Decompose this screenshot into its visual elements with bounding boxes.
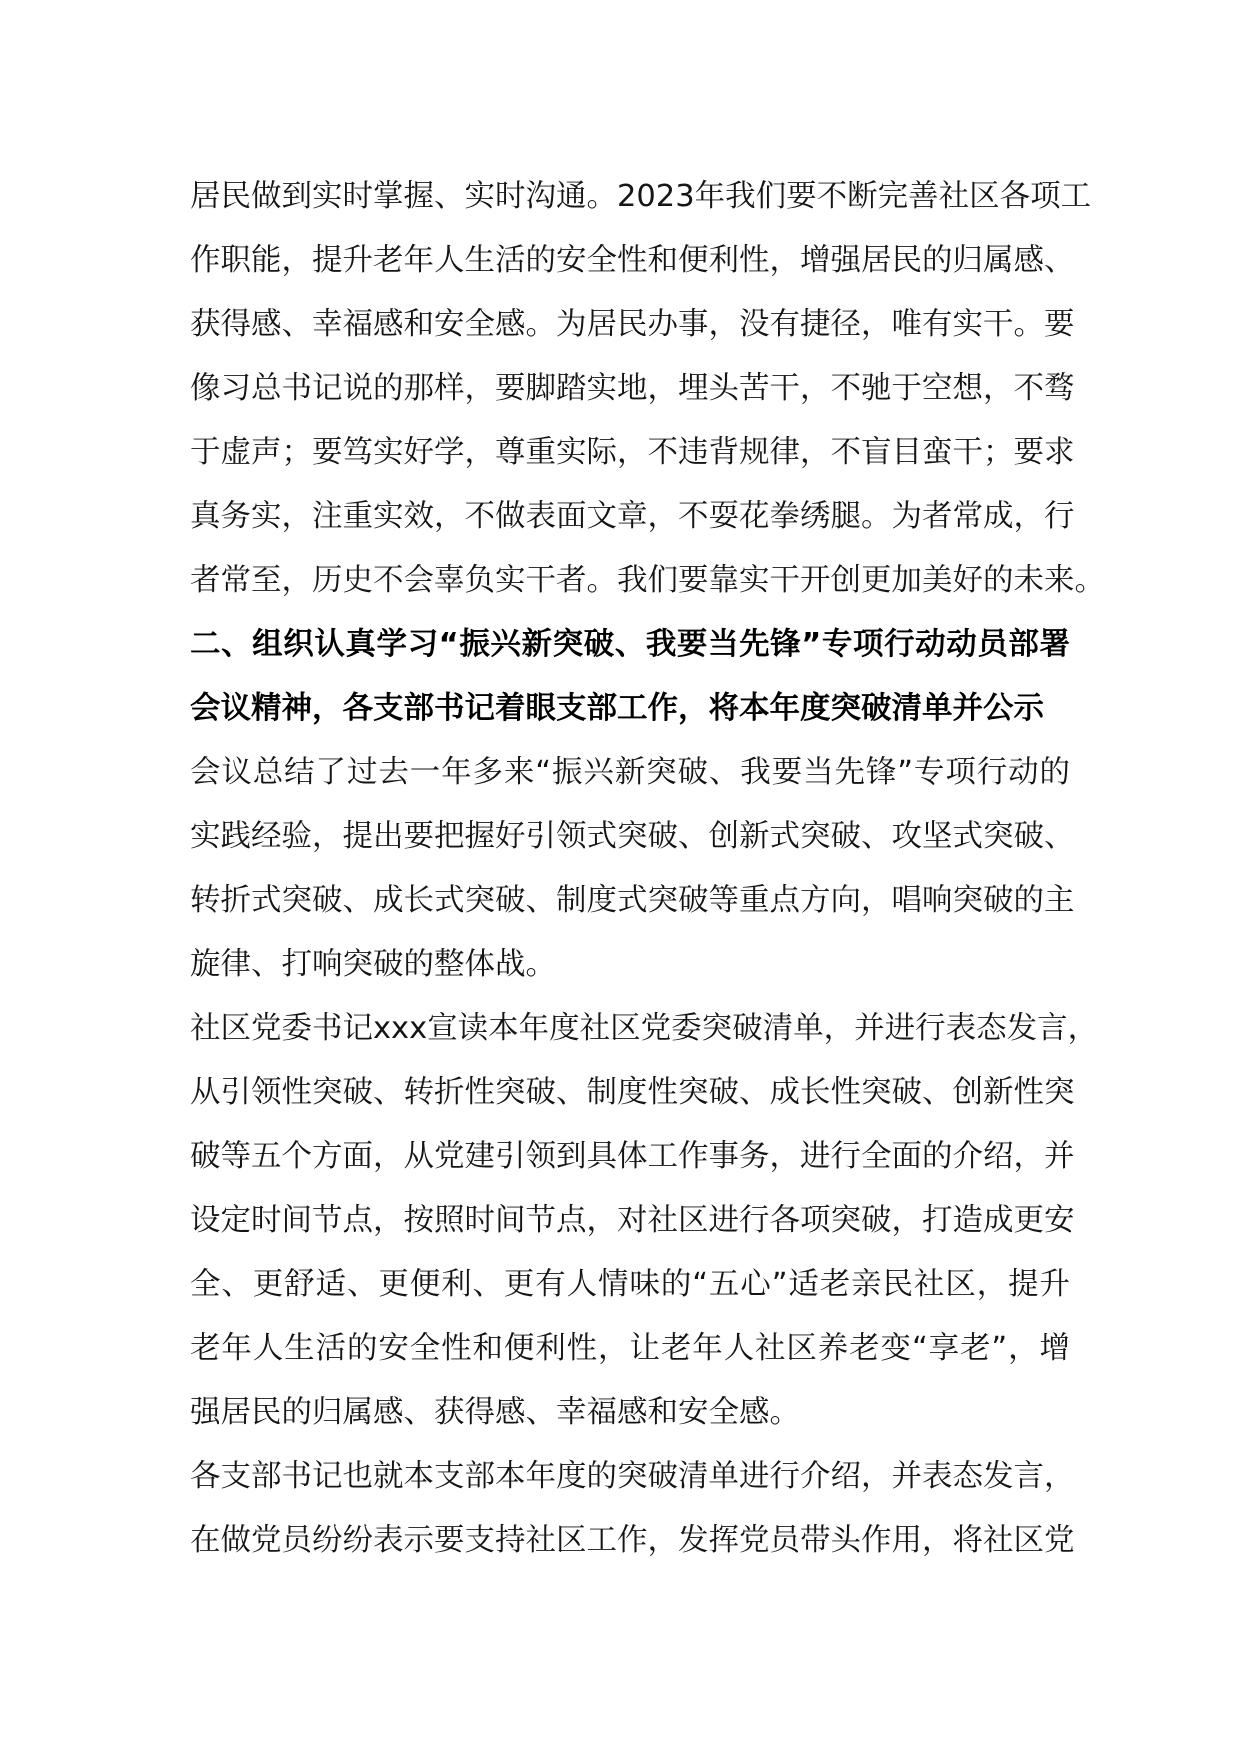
paragraph-line: 从引领性突破、转折性突破、制度性突破、成长性突破、创新性突	[190, 1075, 1075, 1110]
paragraph-line: 旋律、打响突破的整体战。	[190, 947, 556, 982]
paragraph-line: 各支部书记也就本支部本年度的突破清单进行介绍，并表态发言，	[190, 1459, 1075, 1494]
paragraph-line: 全、更舒适、更便利、更有人情味的“五心”适老亲民社区，提升	[190, 1267, 1070, 1302]
paragraph-line: 者常至，历史不会辜负实干者。我们要靠实干开创更加美好的未来。	[190, 563, 1105, 598]
section-heading-line: 会议精神，各支部书记着眼支部工作，将本年度突破清单并公示	[190, 691, 1044, 726]
paragraph-line: 在做党员纷纷表示要支持社区工作，发挥党员带头作用，将社区党	[190, 1523, 1075, 1558]
paragraph-line: 真务实，注重实效，不做表面文章，不耍花拳绣腿。为者常成，行	[190, 499, 1075, 534]
paragraph-line: 获得感、幸福感和安全感。为居民办事，没有捷径，唯有实干。要	[190, 307, 1075, 342]
paragraph-line: 老年人生活的安全性和便利性，让老年人社区养老变“享老”，增	[190, 1331, 1070, 1366]
paragraph-line: 作职能，提升老年人生活的安全性和便利性，增强居民的归属感、	[190, 243, 1075, 278]
paragraph-line: 居民做到实时掌握、实时沟通。2023年我们要不断完善社区各项工	[190, 179, 1092, 214]
paragraph-line: 破等五个方面，从党建引领到具体工作事务，进行全面的介绍，并	[190, 1139, 1075, 1174]
paragraph-line: 设定时间节点，按照时间节点，对社区进行各项突破，打造成更安	[190, 1203, 1075, 1238]
section-heading-line: 二、组织认真学习“振兴新突破、我要当先锋”专项行动动员部署	[190, 627, 1070, 662]
paragraph-line: 会议总结了过去一年多来“振兴新突破、我要当先锋”专项行动的	[190, 755, 1070, 790]
paragraph-line: 于虚声；要笃实好学，尊重实际，不违背规律，不盲目蛮干；要求	[190, 435, 1075, 470]
paragraph-line: 转折式突破、成长式突破、制度式突破等重点方向，唱响突破的主	[190, 883, 1075, 918]
paragraph-line: 像习总书记说的那样，要脚踏实地，埋头苦干，不驰于空想，不骛	[190, 371, 1075, 406]
paragraph-line: 强居民的归属感、获得感、幸福感和安全感。	[190, 1395, 800, 1430]
paragraph-line: 社区党委书记xxx宣读本年度社区党委突破清单，并进行表态发言，	[190, 1011, 1099, 1046]
paragraph-line: 实践经验，提出要把握好引领式突破、创新式突破、攻坚式突破、	[190, 819, 1075, 854]
